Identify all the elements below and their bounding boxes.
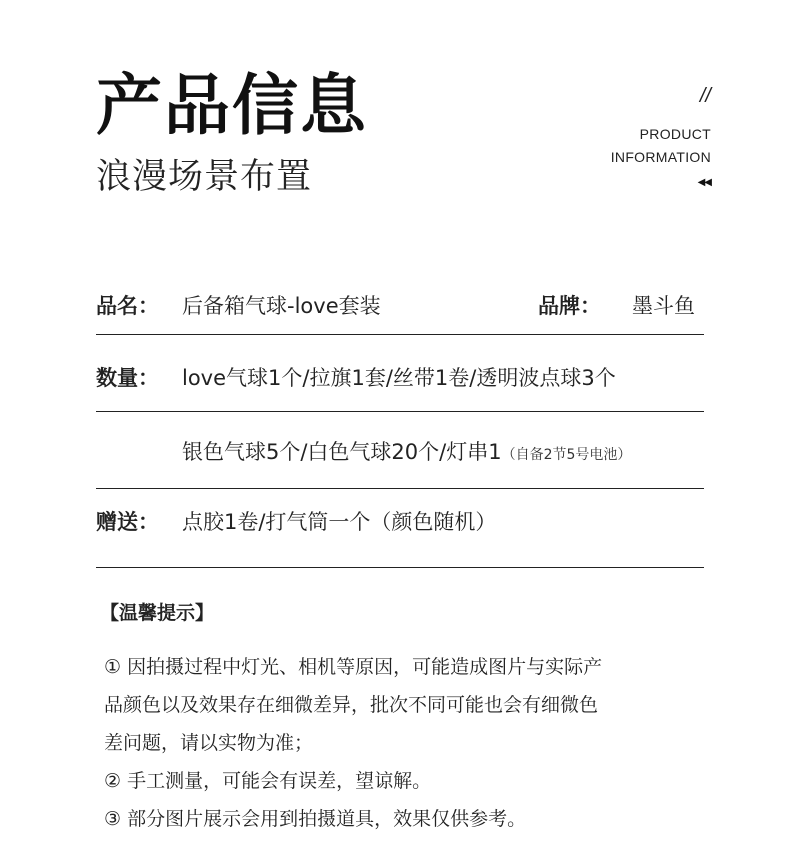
divider — [96, 488, 704, 489]
spec-row-name — [96, 290, 704, 320]
quantity-label: 数量： — [96, 366, 159, 390]
product-information-tag — [611, 84, 711, 190]
gift-value: 点胶1卷/打气筒一个（颜色随机） — [182, 510, 497, 534]
tips-line: ① 因拍摄过程中灯光、相机等原因，可能造成图片与实际产 — [104, 656, 603, 678]
spec-row-quantity-continued — [96, 436, 704, 466]
tips-list — [104, 648, 704, 838]
tips-line: ② 手工测量，可能会有误差，望谅解。 — [104, 770, 432, 792]
page-title: 产品信息 — [96, 67, 368, 144]
tips-line: 品颜色以及效果存在细微差异，批次不同可能也会有细微色 — [104, 694, 599, 716]
divider — [96, 411, 704, 412]
page-subtitle: 浪漫场景布置 — [96, 157, 313, 197]
divider — [96, 334, 704, 335]
spec-row-gift — [96, 506, 704, 536]
tips-line: 差问题，请以实物为准； — [104, 732, 314, 754]
quantity-value-line2: 银色气球5个/白色气球20个/灯串1 — [182, 440, 502, 464]
brand-label: 品牌： — [538, 294, 601, 318]
battery-note: （自备2节5号电池） — [501, 447, 632, 463]
quantity-value-line1: love气球1个/拉旗1套/丝带1卷/透明波点球3个 — [182, 366, 616, 390]
double-arrow-left-icon: ◀◀ — [697, 177, 711, 188]
gift-label: 赠送： — [96, 510, 159, 534]
divider — [96, 567, 704, 568]
english-label-information: INFORMATION — [610, 149, 711, 165]
name-value: 后备箱气球-love套装 — [182, 294, 381, 318]
tips-title: 【温馨提示】 — [100, 602, 215, 624]
english-label-product: PRODUCT — [639, 126, 711, 142]
slash-decoration: // — [699, 85, 711, 107]
brand-value: 墨斗鱼 — [632, 294, 695, 318]
name-label: 品名： — [96, 294, 159, 318]
quantity-value-line2-wrap — [182, 436, 631, 466]
spec-row-quantity — [96, 362, 704, 392]
tips-line: ③ 部分图片展示会用到拍摄道具，效果仅供参考。 — [104, 808, 527, 830]
